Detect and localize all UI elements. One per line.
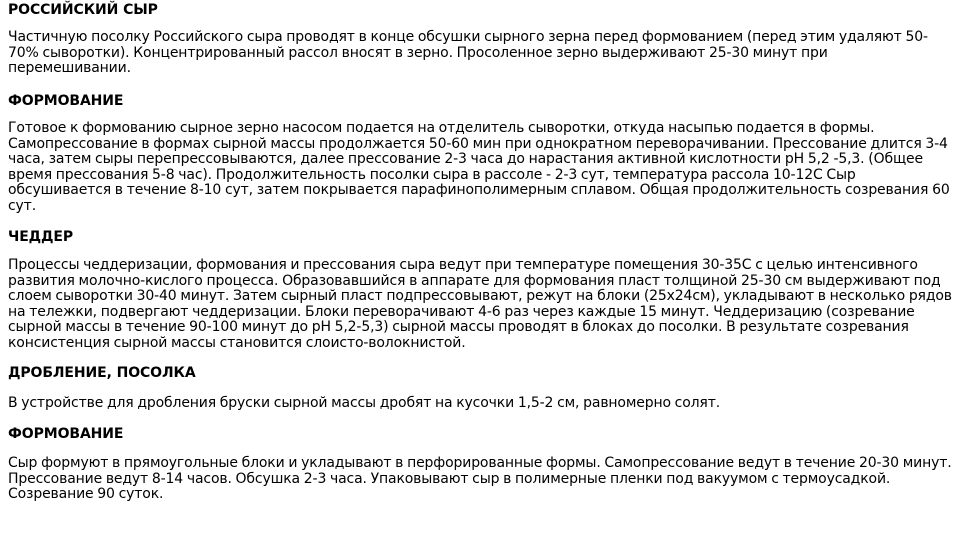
section-text-cheddar: Процессы чеддеризации, формования и прессования сыра ведут при температуре помещения 30-35С с целью интенсивного развития молочно-кислого процесса. Образовавшийся в аппарате для формования пласт толщиной 25-30 см выдерживают под слоем сыворотки 30-40 минут. Затем сырный пласт подпрессовывают, режут на блоки (25х24см), укладывают в несколько рядов на тележки, подвергают чеддеризации. Блоки переворачивают 4-6 раз через каждые 15 минут. Чеддеризацию (созревание сырной массы в течение 90-100 минут до рН 5,2-5,3) сырной массы проводят в блоках до посолки. В результате созревания консистенция сырной массы становится слоисто-волокнистой. <box>8 257 952 351</box>
section-text-crushing-salting: В устройстве для дробления бруски сырной массы дробят на кусочки 1,5-2 см, равномерно солят. <box>8 395 721 411</box>
section-heading-molding: ФОРМОВАНИЕ <box>8 93 124 109</box>
section-text-molding-2: Сыр формуют в прямоугольные блоки и укладывают в перфорированные формы. Самопрессование ведут в течение 20-30 минут. Прессование ведут 8-14 часов. Обсушка 2-3 часа. Упаковывают сыр в полимерные пленки под вакуумом с термоусадкой. Созревание 90 суток. <box>8 455 952 503</box>
section-heading-crushing-salting: ДРОБЛЕНИЕ, ПОСОЛКА <box>8 365 196 381</box>
section-heading-molding-2: ФОРМОВАНИЕ <box>8 426 124 442</box>
section-heading-russian-cheese: РОССИЙСКИЙ СЫР <box>8 2 158 18</box>
section-text-russian-cheese: Частичную посолку Российского сыра проводят в конце обсушки сырного зерна перед формованием (перед этим удаляют 50-70% сыворотки). Концентрированный рассол вносят в зерно. Просоленное зерно выдерживают 25-30 минут при перемешивании. <box>8 29 928 77</box>
section-heading-cheddar: ЧЕДДЕР <box>8 229 74 245</box>
section-text-molding: Готовое к формованию сырное зерно насосом подается на отделитель сыворотки, откуда насыпью подается в формы. Самопрессование в формах сырной массы продолжается 50-60 мин при однократном переворачивании. Прессование длится 3-4 часа, затем сыры перепрессовываются, далее прессование 2-3 часа до нарастания активной кислотности рН 5,2 -5,3. (Общее время прессования 5-8 час). Продолжительность посолки сыра в рассоле - 2-3 сут, температура рассола 10-12С Сыр обсушивается в течение 8-10 сут, затем покрывается парафинополимерным сплавом. Общая продолжительность созревания 60 сут. <box>8 120 950 214</box>
